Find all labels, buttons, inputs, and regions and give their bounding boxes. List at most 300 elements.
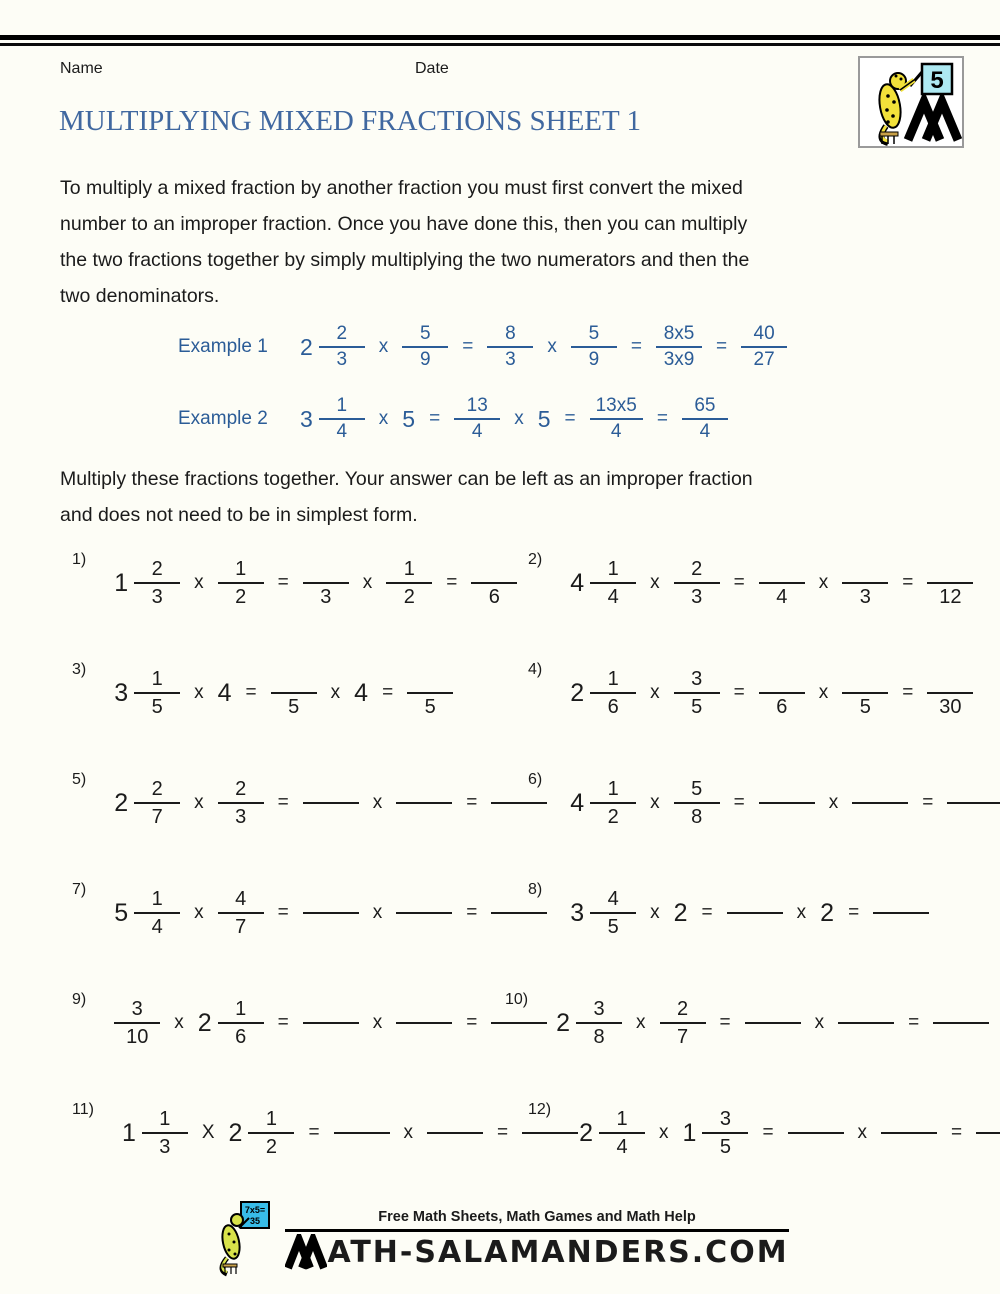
problem-6 [528,770,1000,830]
multiply-sign: x [818,572,829,593]
multiply-sign: x [194,682,204,703]
whole-number: 5 [402,405,416,432]
numerator: 3 [593,998,605,1020]
denominator: 4 [616,1136,628,1158]
numerator: 13 [466,395,488,416]
problem-number: 1) [72,551,87,568]
fraction-bar [976,1132,1000,1134]
problem-number: 10) [505,991,529,1008]
whole-number: 2 [300,333,313,360]
denominator: 2 [607,806,619,828]
denominator: 12 [939,586,962,608]
problem-number: 2) [528,551,543,568]
numerator: 2 [151,558,163,580]
fraction [590,886,636,940]
intro-line: number to an improper fraction. Once you have done this, then you can multiply [60,213,748,235]
multiply-sign: x [659,1122,669,1143]
answer-blank [759,776,815,830]
multiply-sign: x [514,408,524,429]
equals-sign: = [902,682,914,703]
problem-12 [528,1100,1000,1160]
multiply-sign: x [174,1012,184,1033]
numerator [810,1106,822,1132]
mixed-number [296,394,369,444]
problem-expression [110,886,551,940]
numerator: 1 [235,998,247,1020]
mixed-number [566,556,640,610]
problem-number: 12) [528,1101,552,1118]
fraction [134,886,180,940]
equals-sign: = [308,1122,320,1143]
problem-number: 7) [72,881,87,898]
problem-9 [72,990,551,1050]
denominator: 3x9 [663,349,695,370]
denominator [874,804,886,830]
numerator: 5 [420,323,431,344]
denominator: 2 [403,586,415,608]
intro-line: the two fractions together by simply multiplying the two numerators and then the [60,249,750,271]
fraction [741,322,787,372]
denominator: 5 [719,1136,731,1158]
problem-expression [566,776,1000,830]
numerator [418,886,430,912]
whole-number: 3 [114,678,129,707]
problem-expression [566,886,933,940]
whole-number: 2 [579,1118,594,1147]
equals-sign: = [497,1122,509,1143]
multiply-sign: x [330,682,341,703]
numerator: 1 [607,558,619,580]
multiply-sign: x [650,902,660,923]
fraction [114,996,160,1050]
numerator: 1 [616,1108,628,1130]
problem-expression [566,556,977,610]
denominator: 8 [593,1026,605,1048]
problem-3 [72,660,457,720]
equals-sign: = [951,1122,963,1143]
answer-blank [745,996,801,1050]
multiply-sign: x [403,1122,414,1143]
equals-sign: = [848,902,860,923]
multiply-sign: x [796,902,807,923]
problem-expression [566,666,977,720]
multiply-sign: x [372,902,383,923]
fraction-answer-blank [471,556,517,610]
multiply-sign: x [194,792,204,813]
mixed-number [110,886,184,940]
denominator: 5 [607,916,619,938]
whole-number: 2 [673,898,688,927]
equals-sign: = [277,572,289,593]
fraction [656,322,702,372]
denominator: 5 [859,696,871,718]
numerator: 4 [235,888,247,910]
numerator [776,556,788,582]
numerator: 1 [403,558,415,580]
answer-blank [852,776,908,830]
problem-11 [72,1100,582,1160]
instructions-paragraph [60,461,960,533]
denominator [513,804,525,830]
equals-sign: = [733,682,745,703]
answer-blank [334,1106,390,1160]
denominator [969,804,981,830]
top-divider-thick [0,35,1000,40]
multiply-sign: x [828,792,839,813]
numerator [325,996,337,1022]
mixed-number [110,556,184,610]
numerator [288,666,300,692]
answer-blank [396,886,452,940]
numerator [749,886,761,912]
numerator: 1 [151,668,163,690]
mixed-number [296,322,369,372]
equals-sign: = [908,1012,920,1033]
equals-sign: = [716,336,728,357]
denominator: 6 [488,586,500,608]
fraction [674,666,720,720]
denominator: 4 [607,586,619,608]
problem-number: 9) [72,991,87,1008]
numerator: 2 [691,558,703,580]
whole-number: 2 [228,1118,243,1147]
answer-blank [933,996,989,1050]
denominator [860,1024,872,1050]
mixed-number [575,1106,649,1160]
numerator [418,776,430,802]
fraction [402,322,448,372]
fraction [590,776,636,830]
problem-7 [72,880,551,940]
mixed-number [679,1106,753,1160]
salamander-badge-icon [858,56,964,148]
answer-blank [303,776,359,830]
denominator [955,1024,967,1050]
equals-sign: = [564,408,576,429]
numerator: 1 [336,395,348,416]
mixed-number [118,1106,192,1160]
multiply-sign: x [362,572,373,593]
equals-sign: = [462,336,474,357]
example-2-expression [296,394,732,444]
denominator: 4 [699,421,711,442]
numerator [781,776,793,802]
whole-number: 2 [197,1008,212,1037]
instructions-line: and does not need to be in simplest form. [60,504,418,526]
fraction-answer-blank [303,556,349,610]
numerator: 1 [159,1108,171,1130]
page-title: MULTIPLYING MIXED FRACTIONS SHEET 1 [59,105,641,137]
numerator [955,996,967,1022]
whole-number: 2 [570,678,585,707]
answer-blank [838,996,894,1050]
denominator [449,1134,461,1160]
multiply-sign: x [814,1012,825,1033]
denominator: 5 [424,696,436,718]
fraction [319,394,365,444]
whole-number: 1 [682,1118,697,1147]
problem-expression [110,666,457,720]
whole-number: 4 [354,678,369,707]
equals-sign: = [733,792,745,813]
mixed-number [194,996,268,1050]
multiply-sign: x [378,408,389,429]
denominator: 7 [676,1026,689,1048]
problem-number: 8) [528,881,543,898]
numerator [356,1106,368,1132]
svg-text:7x5=: 7x5= [245,1205,266,1215]
fraction-answer-blank [842,556,888,610]
multiply-sign: x [650,682,660,703]
numerator [325,886,337,912]
multiply-sign: x [857,1122,868,1143]
answer-blank [396,776,452,830]
mixed-number [110,666,184,720]
equals-sign: = [656,408,668,429]
multiply-sign: x [194,572,204,593]
whole-number: 2 [114,788,129,817]
example-2-row [178,394,732,444]
denominator: 3 [320,586,332,608]
numerator [320,556,332,582]
footer-text-block [285,1209,788,1270]
equals-sign: = [277,1012,289,1033]
example-1-label: Example 1 [178,336,268,357]
fraction [590,556,636,610]
fraction [571,322,617,372]
denominator: 3 [691,586,703,608]
equals-sign: = [382,682,394,703]
denominator: 27 [753,349,775,370]
equals-sign: = [701,902,713,923]
numerator [859,556,871,582]
denominator: 10 [126,1026,149,1048]
numerator [513,886,525,912]
fraction-answer-blank [407,666,453,720]
problem-expression [575,1106,1000,1160]
equals-sign: = [466,792,478,813]
equals-sign: = [762,1122,774,1143]
problem-2 [528,550,977,610]
problem-number: 4) [528,661,543,678]
numerator [895,886,907,912]
numerator: 13x5 [595,395,637,416]
svg-text:35: 35 [250,1216,261,1226]
denominator: 5 [288,696,300,718]
footer-logo [0,1200,1000,1278]
numerator [767,996,779,1022]
whole-number: 4 [570,568,585,597]
denominator: 4 [471,421,483,442]
equals-sign: = [902,572,914,593]
denominator [513,914,525,940]
problem-number: 6) [528,771,543,788]
whole-number: 5 [114,898,129,927]
multiply-sign: x [650,792,660,813]
denominator: 3 [336,349,348,370]
numerator: 5 [588,323,600,344]
fraction-answer-blank [927,556,973,610]
numerator [418,996,430,1022]
problem-4 [528,660,977,720]
denominator [418,914,430,940]
denominator [749,914,761,940]
numerator: 40 [753,323,775,344]
numerator [859,666,871,692]
problem-number: 5) [72,771,87,788]
denominator [325,804,337,830]
multiply-sign: x [372,1012,383,1033]
numerator [325,776,337,802]
answer-blank [303,996,359,1050]
denominator [418,1024,430,1050]
fraction [134,666,180,720]
denominator: 7 [151,806,163,828]
fraction-answer-blank [927,666,973,720]
numerator [449,1106,461,1132]
denominator: 2 [265,1136,277,1158]
whole-number: 2 [820,898,835,927]
numerator [944,556,956,582]
numerator [944,666,956,692]
fraction [218,886,264,940]
denominator: 8 [691,806,703,828]
denominator: 3 [859,586,871,608]
whole-number: 4 [570,788,585,817]
fraction-answer-blank [759,666,805,720]
denominator [810,1134,822,1160]
multiply-sign: x [636,1012,646,1033]
footer-salamander-icon [211,1200,275,1278]
multiply-sign: x [372,792,383,813]
answer-blank [788,1106,844,1160]
multiply-sign: X [201,1122,215,1143]
whole-number: 2 [556,1008,571,1037]
denominator [325,1024,337,1050]
numerator [903,1106,915,1132]
numerator: 65 [694,395,716,416]
problem-expression [110,996,551,1050]
denominator: 4 [610,421,622,442]
fraction [134,556,180,610]
denominator: 6 [607,696,619,718]
mixed-number [566,776,640,830]
denominator: 3 [235,806,247,828]
numerator: 8 [505,323,516,344]
denominator: 3 [159,1136,171,1158]
equals-sign: = [630,336,643,357]
problem-number: 3) [72,661,87,678]
equals-sign: = [277,902,289,923]
fraction [386,556,432,610]
equals-sign: = [466,1012,478,1033]
answer-blank [396,996,452,1050]
numerator: 1 [235,558,247,580]
example-2-label: Example 2 [178,408,268,429]
numerator: 2 [151,778,163,800]
denominator [781,804,793,830]
denominator: 2 [235,586,247,608]
fraction [590,666,636,720]
whole-number: 3 [570,898,585,927]
example-1-row [178,322,791,372]
salamander-badge-logo [858,56,964,148]
numerator: 1 [265,1108,277,1130]
equals-sign: = [446,572,458,593]
fraction [218,776,264,830]
fraction [660,996,706,1050]
equals-sign: = [277,792,289,813]
denominator [418,804,430,830]
footer-m-icon [285,1234,327,1270]
fraction [218,996,264,1050]
date-label: Date [415,60,449,77]
denominator [356,1134,368,1160]
numerator: 3 [691,668,703,690]
fraction [142,1106,188,1160]
denominator: 30 [939,696,962,718]
numerator: 1 [151,888,163,910]
whole-number: 4 [217,678,232,707]
whole-number: 5 [537,405,551,432]
top-divider-thin [0,43,1000,46]
denominator [325,914,337,940]
answer-blank [873,886,929,940]
denominator [895,914,907,940]
equals-sign: = [922,792,934,813]
whole-number: 3 [300,405,313,432]
answer-blank [727,886,783,940]
numerator: 4 [607,888,619,910]
numerator [776,666,788,692]
denominator: 9 [588,349,600,370]
mixed-number [225,1106,299,1160]
problem-number: 11) [72,1101,94,1118]
fraction-answer-blank [759,556,805,610]
fraction-answer-blank [842,666,888,720]
fraction [674,556,720,610]
multiply-sign: x [650,572,660,593]
numerator [488,556,500,582]
denominator: 7 [235,916,247,938]
numerator [874,776,886,802]
problem-expression [118,1106,582,1160]
mixed-number [552,996,626,1050]
intro-paragraph [60,170,950,314]
fraction [599,1106,645,1160]
fraction [702,1106,748,1160]
fraction [248,1106,294,1160]
problem-10 [505,990,993,1050]
footer-wordmark [285,1234,788,1270]
fraction [319,322,365,372]
footer-rule [285,1229,788,1232]
fraction [576,996,622,1050]
footer-tagline: Free Math Sheets, Math Games and Math Help [378,1208,696,1225]
fraction [134,776,180,830]
denominator: 4 [151,916,163,938]
name-label: Name [60,60,103,77]
denominator: 9 [420,349,431,370]
equals-sign: = [429,408,441,429]
fraction [590,394,643,444]
answer-blank [427,1106,483,1160]
numerator: 8x5 [663,323,695,344]
denominator: 6 [235,1026,247,1048]
mixed-number [566,666,640,720]
denominator: 6 [776,696,788,718]
numerator [969,776,981,802]
